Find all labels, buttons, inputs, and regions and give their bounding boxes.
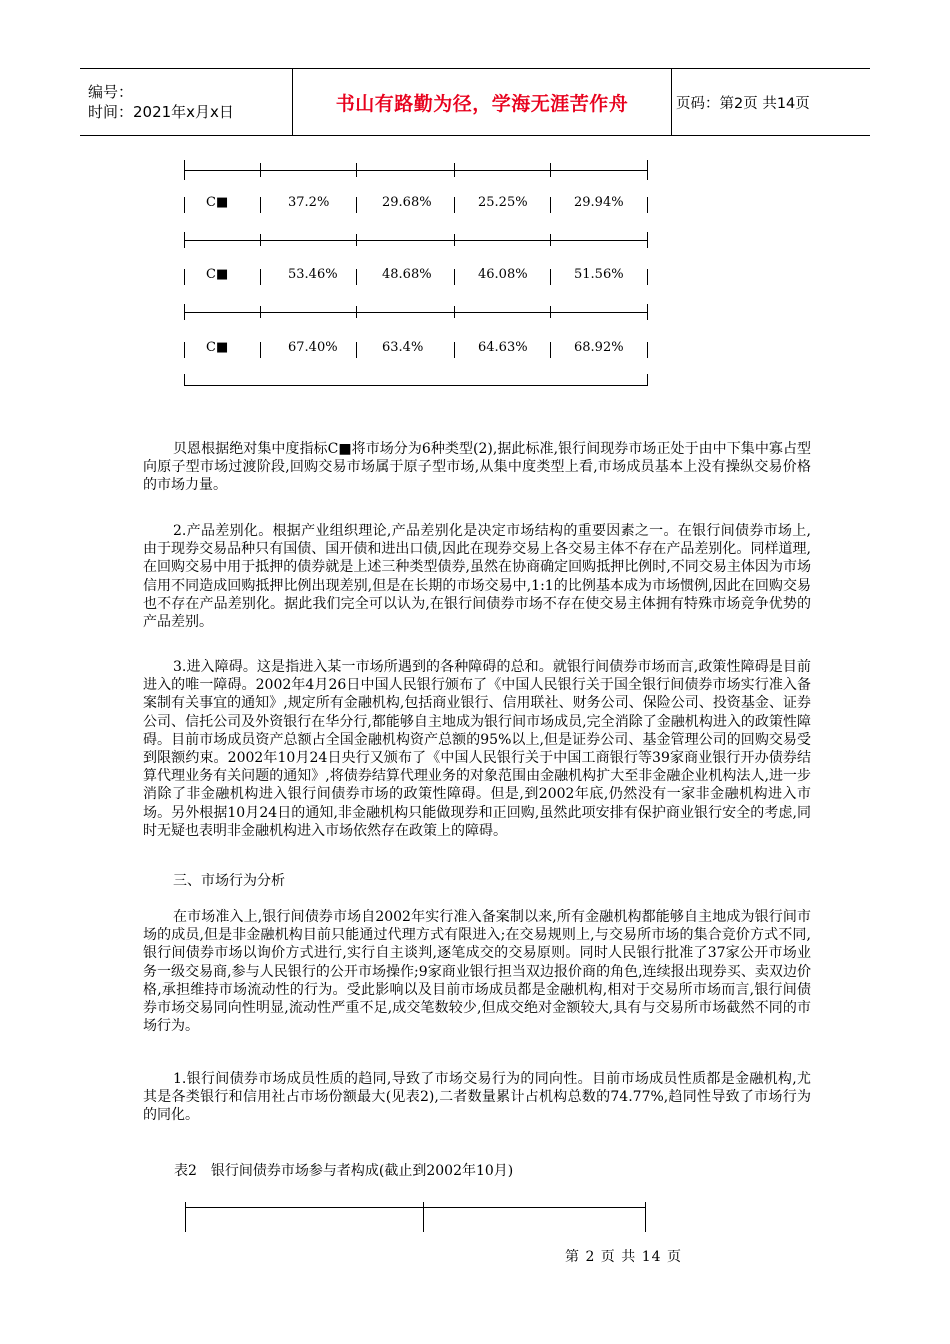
paragraph: 1.银行间债券市场成员性质的趋同,导致了市场交易行为的同向性。目前市场成员性质都是金融机构,尤其是各类银行和信用社占市场份额最大(见表2),二者数量累计占机构总数的74.77%,趋同性导致了市场行为的同化。 — [143, 1071, 811, 1124]
header-motto-cell — [293, 69, 672, 136]
cell-value: 48.68% — [382, 267, 432, 282]
table-tick — [260, 163, 261, 177]
table-row — [184, 340, 648, 360]
table-rule — [184, 170, 648, 171]
cell-value: 67.40% — [288, 340, 338, 355]
concentration-table — [184, 160, 648, 388]
serial-label: 编号： — [88, 83, 134, 101]
section-heading: 三、市场行为分析 — [173, 873, 285, 889]
table-rule — [184, 240, 648, 241]
cell-value: 25.25% — [478, 195, 528, 210]
cell-value: 29.94% — [574, 195, 624, 210]
cell-value: 46.08% — [478, 267, 528, 282]
table-tick — [647, 160, 648, 180]
time-label: 时间：2021年x月x日 — [88, 103, 234, 121]
paragraph: 2.产品差别化。根据产业组织理论,产品差别化是决定市场结构的重要因素之一。在银行间债券市场上,由于现券交易品种只有国债、国开债和进出口债,因此在现券交易上各交易主体不存在产品差别化。同样道理,在回购交易中用于抵押的债券就是上述三种类型债券,虽然在协商确定回购抵押比例时,不同交易主体因为市场信用不同造成回购抵押比例出现差别,但是在长期的市场交易中,1:1的比例基本成为市场惯例,因此在回购交易也不存在产品差别化。据此我们完全可以认为,在银行间债券市场不存在使交易主体拥有特殊市场竞争优势的产品差别。 — [143, 523, 811, 631]
cell-value: 63.4% — [382, 340, 424, 355]
paragraph: 贝恩根据绝对集中度指标C■将市场分为6种类型(2),据此标准,银行间现券市场正处于由中下集中寡占型向原子型市场过渡阶段,回购交易市场属于原子型市场,从集中度类型上看,市场成员基本上没有操纵交易价格的市场力量。 — [143, 441, 811, 494]
cell-value: 68.92% — [574, 340, 624, 355]
table-tick — [184, 160, 185, 180]
row-label: C■ — [206, 340, 229, 355]
table-row — [184, 195, 648, 215]
table-rule — [184, 312, 648, 313]
participants-table — [185, 1202, 646, 1232]
row-label: C■ — [206, 195, 229, 210]
cell-value: 37.2% — [288, 195, 330, 210]
page-header — [80, 68, 870, 136]
table-tick — [454, 163, 455, 177]
table-rule — [184, 385, 648, 386]
header-left — [80, 69, 293, 136]
cell-value: 51.56% — [574, 267, 624, 282]
table-row — [184, 267, 648, 287]
table-caption: 表2 银行间债券市场参与者构成(截止到2002年10月) — [174, 1163, 514, 1179]
paragraph: 在市场准入上,银行间债券市场自2002年实行准入备案制以来,所有金融机构都能够自主地成为银行间市场的成员,但是非金融机构目前只能通过代理方式有限进入;在交易规则上,与交易所市场的集合竞价方式不同,银行间债券市场以询价方式进行,实行自主谈判,逐笔成交的交易原则。同时人民银行批准了37家公开市场业务一级交易商,参与人民银行的公开市场操作;9家商业银行担当双边报价商的角色,连续报出现券买、卖双边价格,承担维持市场流动性的行为。受此影响以及目前市场成员都是金融机构,相对于交易所市场而言,银行间债券市场交易同向性明显,流动性严重不足,成交笔数较少,但成交绝对金额较大,具有与交易所市场截然不同的市场行为。 — [143, 909, 811, 1035]
table-tick — [550, 163, 551, 177]
header-motto: 书山有路勤为径，学海无涯苦作舟 — [335, 92, 629, 115]
header-page-info: 页码：第2页 共14页 — [676, 95, 810, 112]
cell-value: 29.68% — [382, 195, 432, 210]
row-label: C■ — [206, 267, 229, 282]
paragraph: 3.进入障碍。这是指进入某一市场所遇到的各种障碍的总和。就银行间债券市场而言,政策性障碍是目前进入的唯一障碍。2002年4月26日中国人民银行颁布了《中国人民银行关于国全银行间债券市场实行准入备案制有关事宜的通知》,规定所有金融机构,包括商业银行、信用联社、财务公司、保险公司、投资基金、证券公司、信托公司及外资银行在华分行,都能够自主地成为银行间市场成员,完全消除了金融机构进入的政策性障碍。目前市场成员资产总额占全国金融机构资产总额的95%以上,但是证券公司、基金管理公司的回购交易受到限额约束。2002年10月24日央行又颁布了《中国人民银行关于中国工商银行等39家商业银行开办债券结算代理业务有关问题的通知》,将债券结算代理业务的对象范围由金融机构扩大至非金融企业机构法人,进一步消除了非金融机构进入银行间债券市场的政策性障碍。但是,到2002年底,仍然没有一家非金融机构进入市场。另外根据10月24日的通知,非金融机构只能做现券和正回购,虽然此项安排有保护商业银行安全的考虑,同时无疑也表明非金融机构进入市场依然存在政策上的障碍。 — [143, 659, 811, 839]
cell-value: 53.46% — [288, 267, 338, 282]
cell-value: 64.63% — [478, 340, 528, 355]
page-footer: 第 2 页 共 14 页 — [565, 1249, 682, 1265]
table-tick — [356, 163, 357, 177]
table-rule — [185, 1207, 646, 1208]
